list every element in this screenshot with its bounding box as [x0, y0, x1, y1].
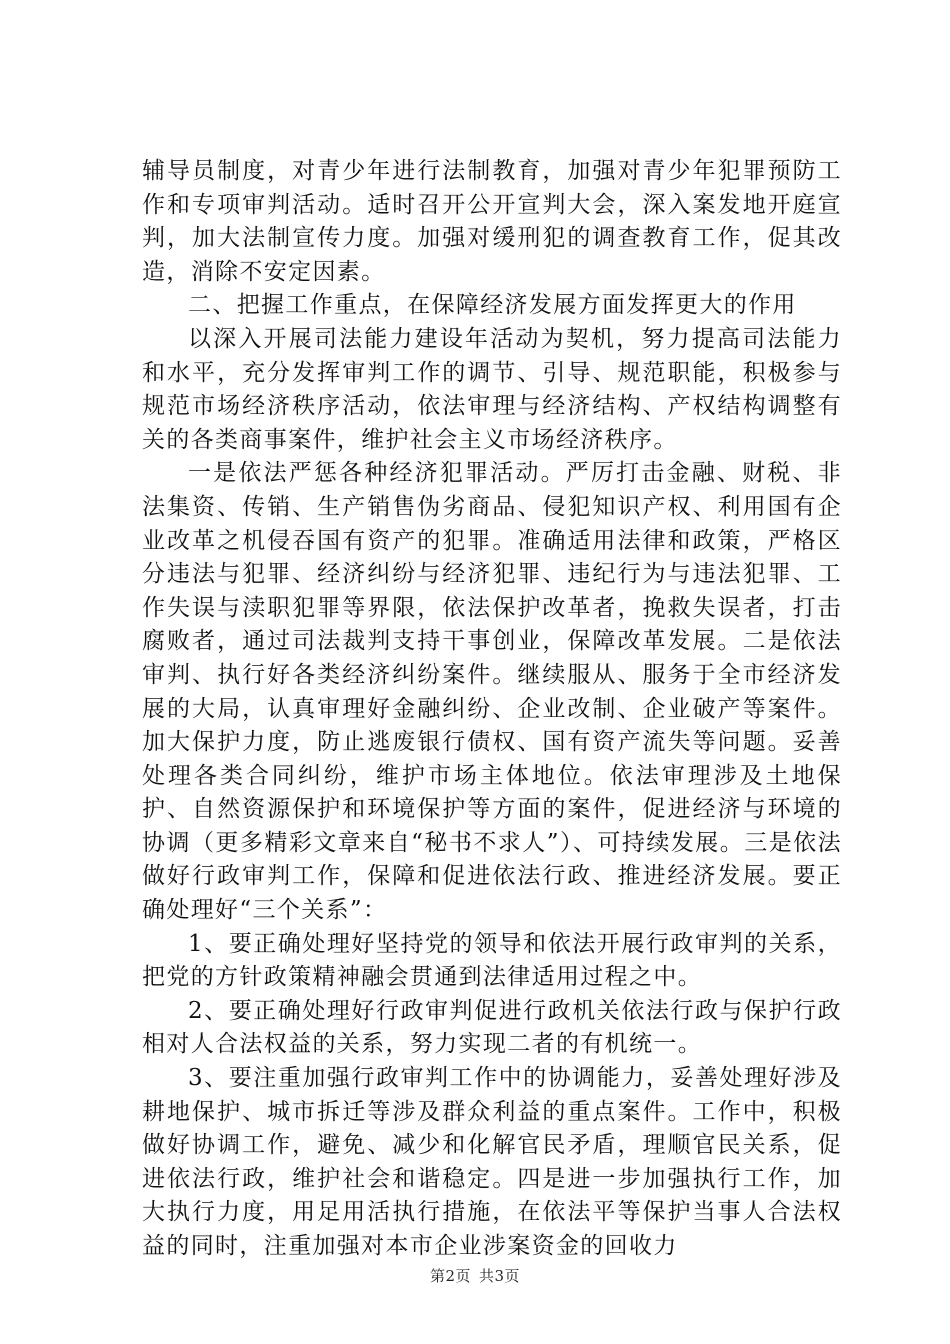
document-body [142, 155, 842, 1264]
page-total: 共3页 [479, 1267, 521, 1285]
paragraph-4: 一是依法严惩各种经济犯罪活动。严厉打击金融、财税、非法集资、传销、生产销售伪劣商品、侵犯知识产权、利用国有企业改革之机侵吞国有资产的犯罪。准确适用法律和政策，严格区分违法与犯罪、经济纠纷与经济犯罪、违纪行为与违法犯罪、工作失误与渎职犯罪等界限，依法保护改革者，挽救失误者，打击腐败者，通过司法裁判支持干事创业，保障改革发展。二是依法审判、执行好各类经济纠纷案件。继续服从、服务于全市经济发展的大局，认真审理好金融纠纷、企业改制、企业破产等案件。加大保护力度，防止逃废银行债权、国有资产流失等问题。妥善处理各类合同纠纷，维护市场主体地位。依法审理涉及土地保护、自然资源保护和环境保护等方面的案件，促进经济与环境的协调（更多精彩文章来自“秘书不求人”）、可持续发展。三是依法做好行政审判工作，保障和促进依法行政、推进经济发展。要正确处理好“三个关系”： [142, 460, 842, 924]
page-footer [0, 1265, 950, 1286]
paragraph-7: 3、要注重加强行政审判工作中的协调能力，妥善处理好涉及耕地保护、城市拆迁等涉及群众利益的重点案件。工作中，积极做好协调工作，避免、减少和化解官民矛盾，理顺官民关系，促进依法行政，维护社会和谐稳定。四是进一步加强执行工作，加大执行力度，用足用活执行措施，在依法平等保护当事人合法权益的同时，注重加强对本市企业涉案资金的回收力 [142, 1065, 842, 1259]
paragraph-1: 辅导员制度，对青少年进行法制教育，加强对青少年犯罪预防工作和专项审判活动。适时召开公开宣判大会，深入案发地开庭宣判，加大法制宣传力度。加强对缓刑犯的调查教育工作，促其改造，消除不安定因素。 [142, 158, 842, 285]
paragraph-5: 1、要正确处理好坚持党的领导和依法开展行政审判的关系，把党的方针政策精神融会贯通到法律适用过程之中。 [142, 930, 842, 991]
paragraph-3: 以深入开展司法能力建设年活动为契机，努力提高司法能力和水平，充分发挥审判工作的调节、引导、规范职能，积极参与规范市场经济秩序活动，依法审理与经济结构、产权结构调整有关的各类商事案件，维护社会主义市场经济秩序。 [142, 325, 842, 453]
page-number: 第2页 [429, 1267, 471, 1285]
paragraph-2-heading: 二、把握工作重点，在保障经济发展方面发挥更大的作用 [188, 292, 797, 319]
paragraph-6: 2、要正确处理好行政审判促进行政机关依法行政与保护行政相对人合法权益的关系，努力实现二者的有机统一。 [142, 997, 842, 1058]
